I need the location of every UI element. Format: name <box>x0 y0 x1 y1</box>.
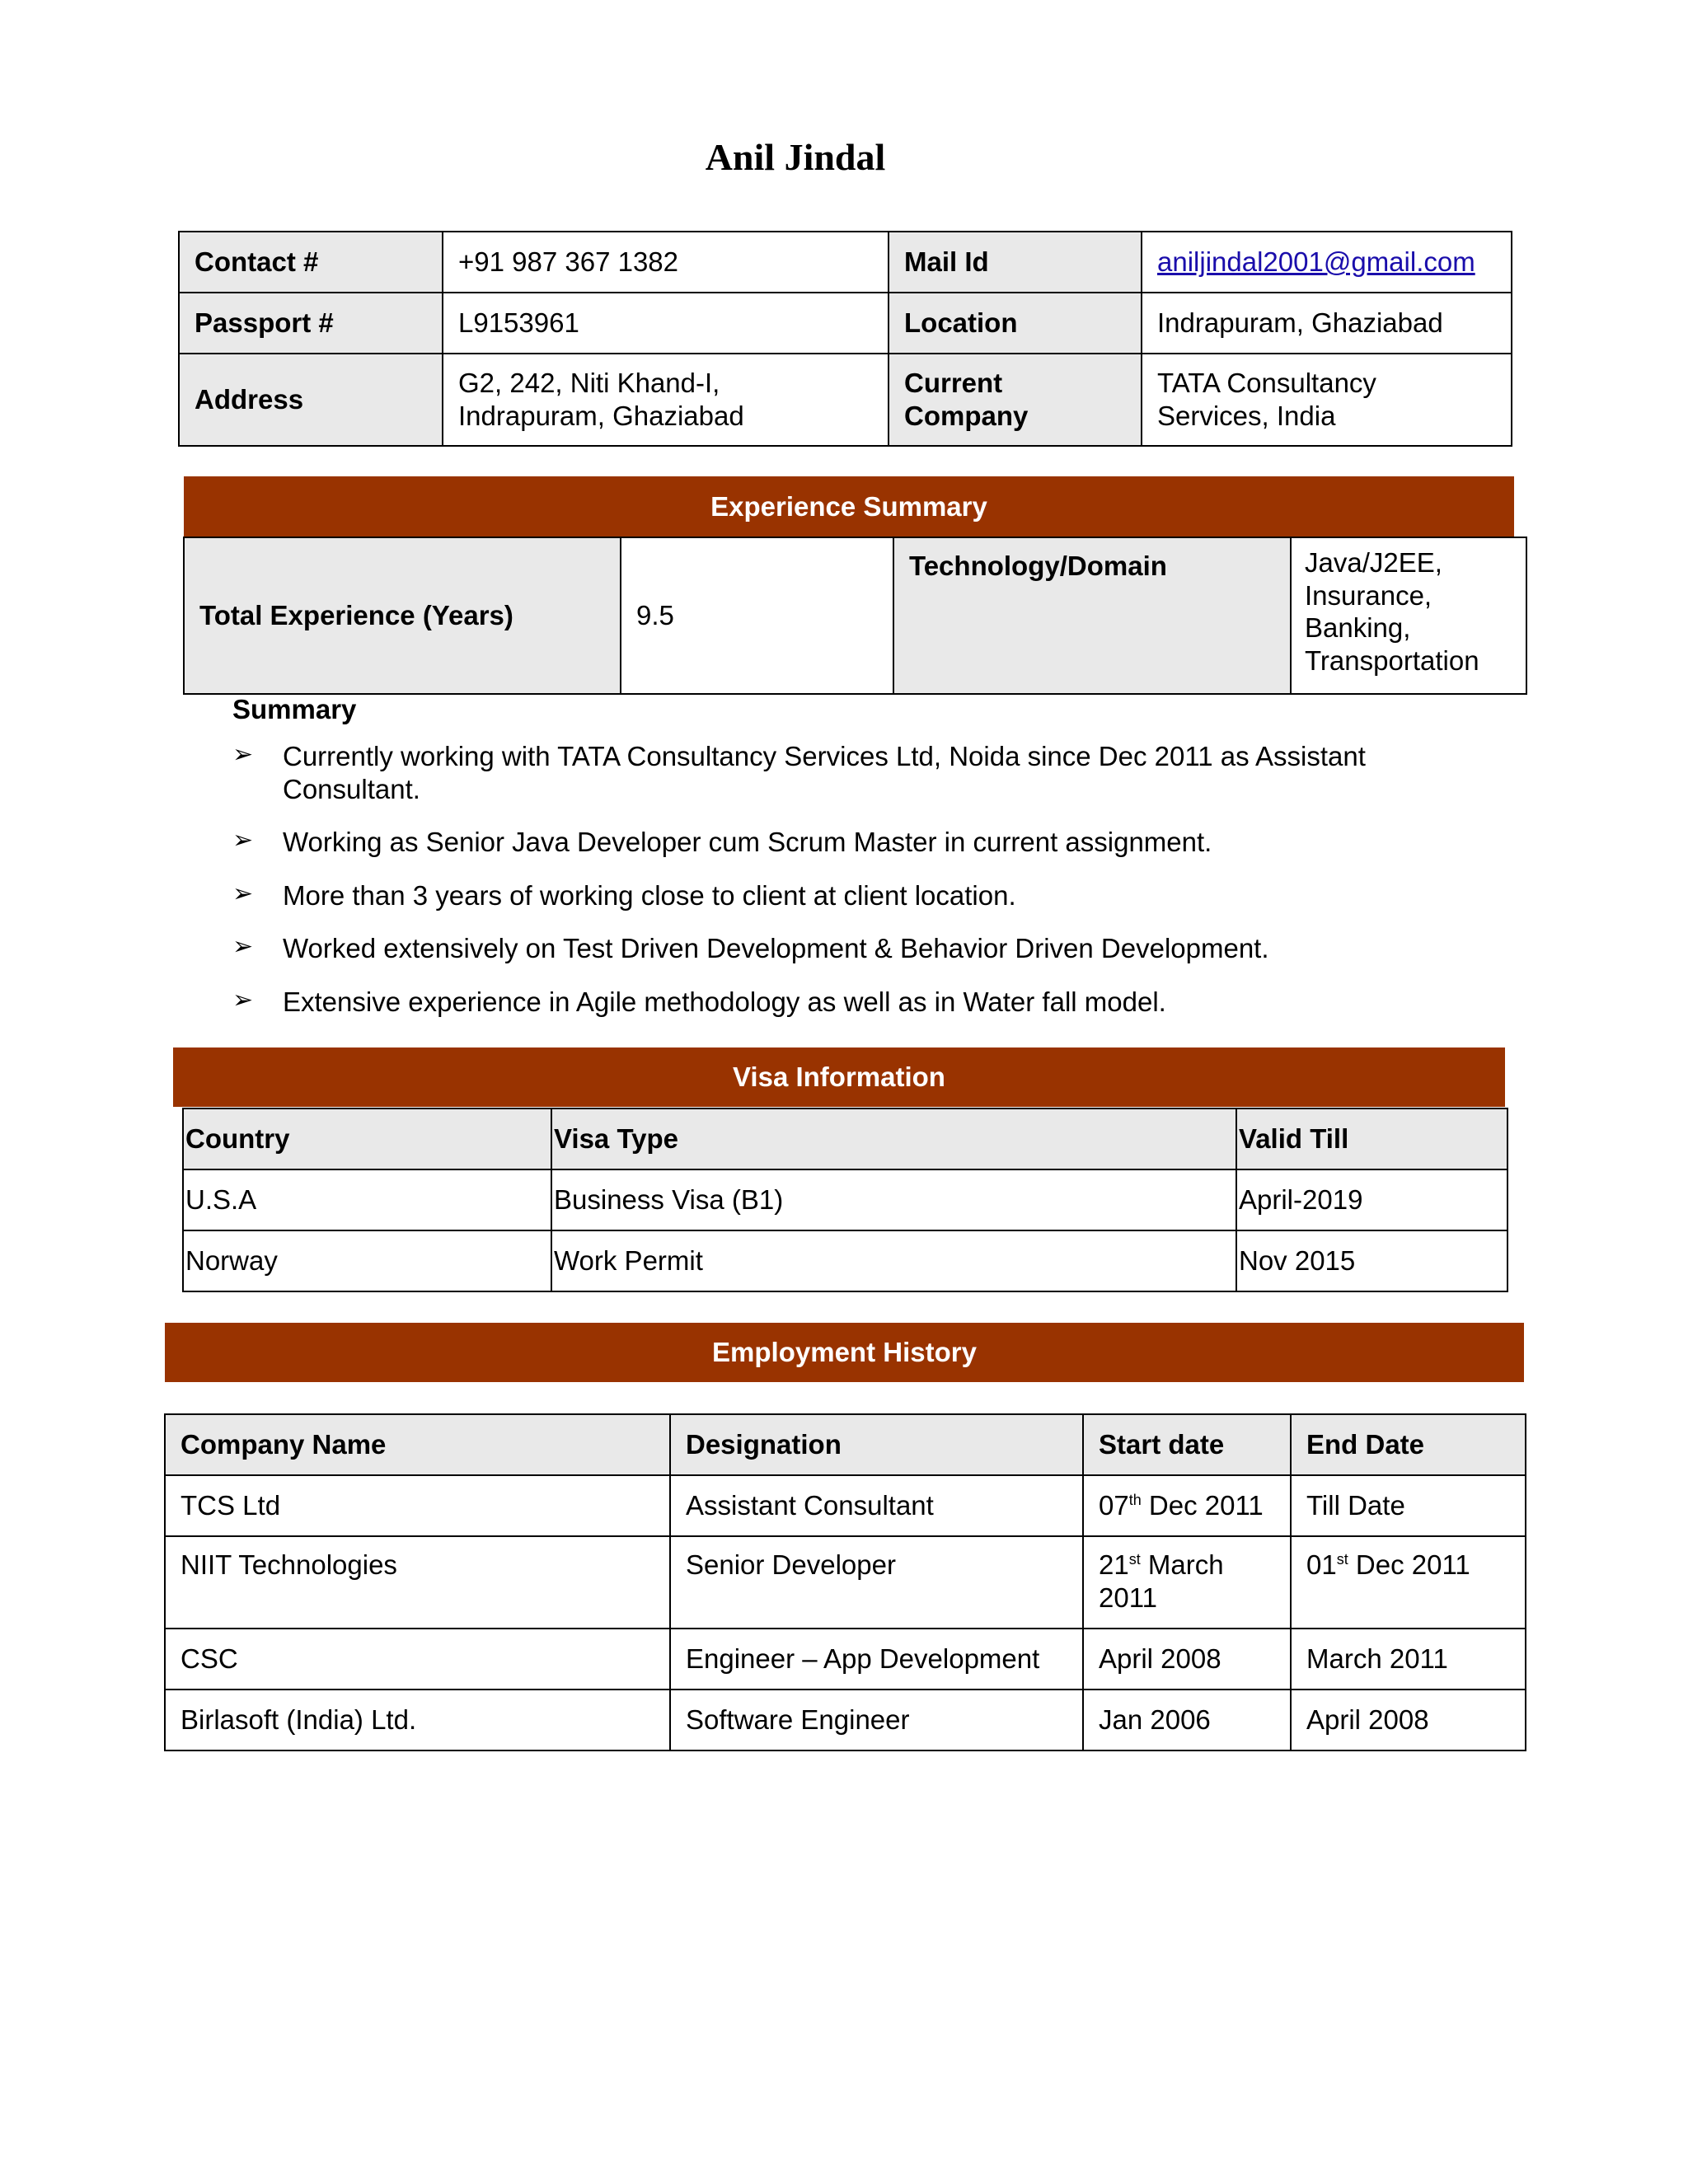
summary-text: Currently working with TATA Consultancy Services Ltd, Noida since Dec 2011 as Assistant <box>283 741 1366 771</box>
technology-item: Transportation <box>1305 644 1479 676</box>
passport-value: L9153961 <box>443 293 889 354</box>
email-link[interactable]: aniljindal2001@gmail.com <box>1157 246 1475 278</box>
arrow-bullet-icon: ➢ <box>232 933 254 961</box>
company-line: Services, India <box>1157 401 1336 431</box>
address-value <box>443 354 889 446</box>
summary-title: Summary <box>232 694 357 724</box>
visa-country: U.S.A <box>183 1169 551 1230</box>
emp-start-date: 07th Dec 2011 <box>1083 1475 1291 1536</box>
address-line: Indrapuram, Ghaziabad <box>458 401 744 431</box>
employment-header-row <box>165 1414 1526 1475</box>
summary-text: Working as Senior Java Developer cum Scrum Master in current assignment. <box>283 827 1212 858</box>
table-row <box>165 1629 1526 1690</box>
emp-start-date: April 2008 <box>1083 1629 1291 1690</box>
arrow-bullet-icon: ➢ <box>232 827 254 855</box>
visa-col-valid: Valid Till <box>1236 1108 1507 1169</box>
visa-header-row <box>183 1108 1507 1169</box>
visa-valid-till: Nov 2015 <box>1236 1230 1507 1291</box>
experience-table <box>183 537 1527 695</box>
emp-company: NIIT Technologies <box>165 1536 670 1629</box>
emp-col-company: Company Name <box>165 1414 670 1475</box>
experience-summary-header: Experience Summary <box>184 476 1514 537</box>
employment-history-header: Employment History <box>165 1323 1524 1382</box>
visa-col-type: Visa Type <box>551 1108 1236 1169</box>
location-label: Location <box>889 293 1142 354</box>
summary-item <box>232 826 1485 859</box>
arrow-bullet-icon: ➢ <box>232 741 254 768</box>
visa-valid-till: April-2019 <box>1236 1169 1507 1230</box>
company-label <box>889 354 1142 446</box>
emp-start-date: 21st March 2011 <box>1083 1536 1291 1629</box>
address-line: G2, 242, Niti Khand-I, <box>458 368 720 399</box>
emp-designation: Assistant Consultant <box>670 1475 1083 1536</box>
company-label-line: Current <box>904 368 1003 399</box>
emp-company: Birlasoft (India) Ltd. <box>165 1690 670 1750</box>
summary-text: Extensive experience in Agile methodology as well as in Water fall model. <box>283 986 1166 1017</box>
contact-row <box>179 354 1512 446</box>
company-label-line: Company <box>904 401 1029 431</box>
contact-table <box>178 231 1512 447</box>
table-row <box>165 1536 1526 1629</box>
visa-col-country: Country <box>183 1108 551 1169</box>
total-experience-value: 9.5 <box>621 537 893 694</box>
summary-text: Consultant. <box>283 773 420 804</box>
table-row <box>183 1230 1507 1291</box>
emp-end-date: April 2008 <box>1291 1690 1526 1750</box>
technology-values <box>1291 537 1526 694</box>
table-row <box>183 1169 1507 1230</box>
table-row <box>165 1475 1526 1536</box>
emp-designation: Senior Developer <box>670 1536 1083 1629</box>
employment-table <box>164 1413 1526 1751</box>
summary-item <box>232 740 1485 805</box>
emp-col-designation: Designation <box>670 1414 1083 1475</box>
contact-value: +91 987 367 1382 <box>443 232 889 293</box>
technology-item: Java/J2EE, <box>1305 547 1442 578</box>
emp-col-end: End Date <box>1291 1414 1526 1475</box>
visa-type: Business Visa (B1) <box>551 1169 1236 1230</box>
company-value <box>1142 354 1512 446</box>
contact-label: Contact # <box>179 232 443 293</box>
emp-col-start: Start date <box>1083 1414 1291 1475</box>
summary-text: Worked extensively on Test Driven Development & Behavior Driven Development. <box>283 933 1269 964</box>
experience-row <box>184 537 1526 694</box>
address-label: Address <box>179 354 443 446</box>
emp-end-date: Till Date <box>1291 1475 1526 1536</box>
emp-end-date: 01st Dec 2011 <box>1291 1536 1526 1629</box>
technology-label: Technology/Domain <box>893 537 1291 694</box>
contact-row <box>179 232 1512 293</box>
contact-row <box>179 293 1512 354</box>
emp-start-date: Jan 2006 <box>1083 1690 1291 1750</box>
resume-name: Anil Jindal <box>705 136 886 178</box>
technology-item: Banking, <box>1305 612 1411 644</box>
summary-item <box>232 986 1485 1019</box>
emp-designation: Software Engineer <box>670 1690 1083 1750</box>
passport-label: Passport # <box>179 293 443 354</box>
table-row <box>165 1690 1526 1750</box>
visa-type: Work Permit <box>551 1230 1236 1291</box>
mail-label: Mail Id <box>889 232 1142 293</box>
visa-information-header: Visa Information <box>173 1047 1505 1107</box>
company-line: TATA Consultancy <box>1157 368 1376 399</box>
emp-company: CSC <box>165 1629 670 1690</box>
emp-end-date: March 2011 <box>1291 1629 1526 1690</box>
visa-table <box>182 1108 1508 1292</box>
arrow-bullet-icon: ➢ <box>232 986 254 1014</box>
visa-country: Norway <box>183 1230 551 1291</box>
arrow-bullet-icon: ➢ <box>232 879 254 907</box>
technology-item: Insurance, <box>1305 579 1432 611</box>
total-experience-label: Total Experience (Years) <box>184 537 621 694</box>
emp-company: TCS Ltd <box>165 1475 670 1536</box>
summary-item <box>232 932 1485 965</box>
summary-list <box>232 740 1485 1039</box>
location-value: Indrapuram, Ghaziabad <box>1142 293 1512 354</box>
summary-item <box>232 879 1485 912</box>
summary-text: More than 3 years of working close to client at client location. <box>283 879 1016 911</box>
emp-designation: Engineer – App Development <box>670 1629 1083 1690</box>
